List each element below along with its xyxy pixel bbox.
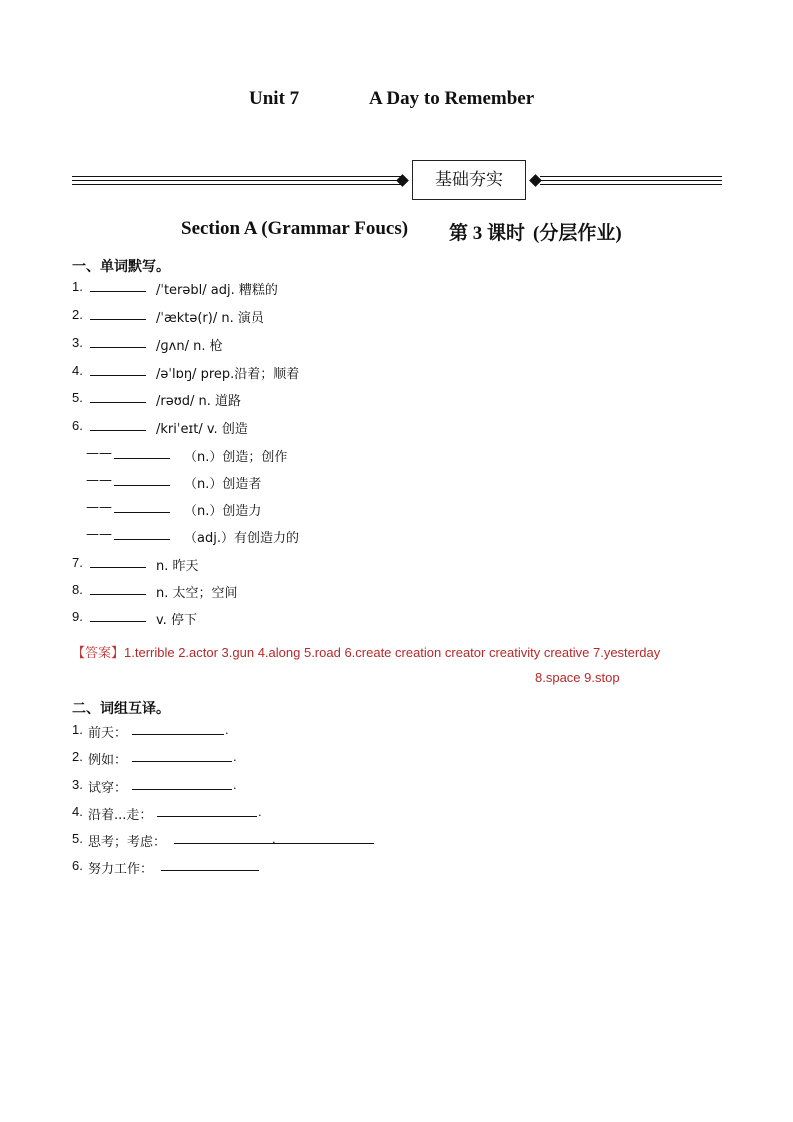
list-item — [72, 777, 672, 796]
list-item — [72, 307, 672, 326]
item-prompt: 例如： — [88, 753, 128, 768]
dash-prefix: —— — [86, 500, 112, 515]
answer-key — [72, 642, 660, 661]
rule-right-2 — [540, 180, 722, 181]
rule-right-3 — [540, 184, 722, 185]
answer-blank[interactable] — [132, 777, 232, 790]
list-item — [72, 749, 672, 768]
list-item — [72, 804, 672, 823]
period-mark: . — [258, 804, 262, 819]
item-prompt: （n.）创造者 — [184, 477, 262, 492]
answer-blank[interactable] — [90, 555, 146, 568]
item-prompt: /kriˈeɪt/ v. 创造 — [156, 422, 248, 437]
answer-blank[interactable] — [114, 473, 170, 486]
list-item — [72, 279, 672, 298]
answer-blank[interactable] — [161, 858, 259, 871]
list-item — [72, 390, 672, 409]
unit-number: Unit 7 — [249, 88, 300, 109]
list-item — [72, 722, 672, 741]
answer-blank[interactable] — [132, 749, 232, 762]
item-prompt: /ˈterəbl/ adj. 糟糕的 — [156, 283, 278, 298]
item-number: 3. — [72, 335, 83, 350]
item-prompt: 努力工作： — [88, 862, 154, 877]
item-prompt: n. 太空；空间 — [156, 586, 238, 601]
item-number: 4. — [72, 804, 83, 819]
list-item — [72, 555, 672, 574]
item-prompt: 沿着...走： — [88, 808, 153, 823]
item-number: 7. — [72, 555, 83, 570]
item-number: 6. — [72, 418, 83, 433]
item-prompt: 思考；考虑： — [88, 835, 167, 850]
list-item — [86, 527, 586, 546]
item-prompt: （n.）创造；创作 — [184, 450, 288, 465]
homework-type: (分层作业) — [533, 223, 622, 244]
banner-label: 基础夯实 — [412, 160, 526, 200]
item-number: 5. — [72, 390, 83, 405]
item-number: 1. — [72, 279, 83, 294]
rule-left-2 — [72, 180, 402, 181]
item-prompt: v. 停下 — [156, 613, 197, 628]
section-name: Section A (Grammar Foucs) — [181, 218, 409, 239]
item-prompt: （n.）创造力 — [184, 504, 262, 519]
unit-name: A Day to Remember — [369, 88, 535, 109]
item-number: 1. — [72, 722, 83, 737]
period-mark: . — [233, 749, 237, 764]
item-prompt: （adj.）有创造力的 — [184, 531, 299, 546]
answer-blank[interactable] — [90, 418, 146, 431]
item-number: 4. — [72, 363, 83, 378]
list-item — [72, 609, 672, 628]
list-item — [86, 446, 586, 465]
answer-blank[interactable] — [114, 446, 170, 459]
answer-blank[interactable] — [90, 279, 146, 292]
item-prompt: /ˈæktə(r)/ n. 演员 — [156, 311, 264, 326]
answer-blank[interactable] — [114, 527, 170, 540]
answer-line-1: 1.terrible 2.actor 3.gun 4.along 5.road 6.create creation creator creativity creative 7.yesterday — [124, 645, 661, 660]
part1-heading: 一、单词默写。 — [72, 259, 170, 275]
item-prompt: /ɡʌn/ n. 枪 — [156, 339, 223, 354]
list-item — [72, 335, 672, 354]
rule-left-3 — [72, 184, 402, 185]
item-number: 5. — [72, 831, 83, 846]
period-mark: . — [272, 831, 276, 846]
item-number: 2. — [72, 749, 83, 764]
list-item — [72, 418, 672, 437]
period-mark: . — [233, 777, 237, 792]
item-number: 2. — [72, 307, 83, 322]
item-prompt: 试穿： — [88, 781, 128, 796]
lesson-number: 第 3 课时 — [449, 223, 526, 244]
dash-prefix: —— — [86, 473, 112, 488]
answer-blank[interactable] — [90, 582, 146, 595]
answer-blank[interactable] — [132, 722, 224, 735]
item-prompt: 前天： — [88, 726, 128, 741]
list-item — [86, 473, 586, 492]
item-number: 8. — [72, 582, 83, 597]
list-item — [72, 858, 672, 877]
answer-blank[interactable] — [90, 335, 146, 348]
answer-blank[interactable] — [157, 804, 257, 817]
part2-heading: 二、词组互译。 — [72, 701, 170, 717]
dash-prefix: —— — [86, 446, 112, 461]
answer-blank[interactable] — [114, 500, 170, 513]
answer-blank[interactable] — [90, 363, 146, 376]
answer-tag: 【答案】 — [72, 646, 125, 661]
answer-line-2: 8.space 9.stop — [535, 670, 620, 685]
answer-blank[interactable] — [90, 609, 146, 622]
item-prompt: /əˈlɒŋ/ prep.沿着；顺着 — [156, 367, 300, 382]
item-prompt: n. 昨天 — [156, 559, 199, 574]
list-item — [72, 582, 672, 601]
answer-blank[interactable] — [90, 390, 146, 403]
list-item — [72, 363, 672, 382]
item-number: 9. — [72, 609, 83, 624]
list-item — [72, 831, 672, 850]
item-prompt: /rəʊd/ n. 道路 — [156, 394, 242, 409]
rule-left-1 — [72, 176, 402, 177]
list-item — [86, 500, 586, 519]
answer-blank[interactable] — [90, 307, 146, 320]
item-number: 6. — [72, 858, 83, 873]
dash-prefix: —— — [86, 527, 112, 542]
period-mark: . — [225, 722, 229, 737]
item-number: 3. — [72, 777, 83, 792]
rule-right-1 — [540, 176, 722, 177]
